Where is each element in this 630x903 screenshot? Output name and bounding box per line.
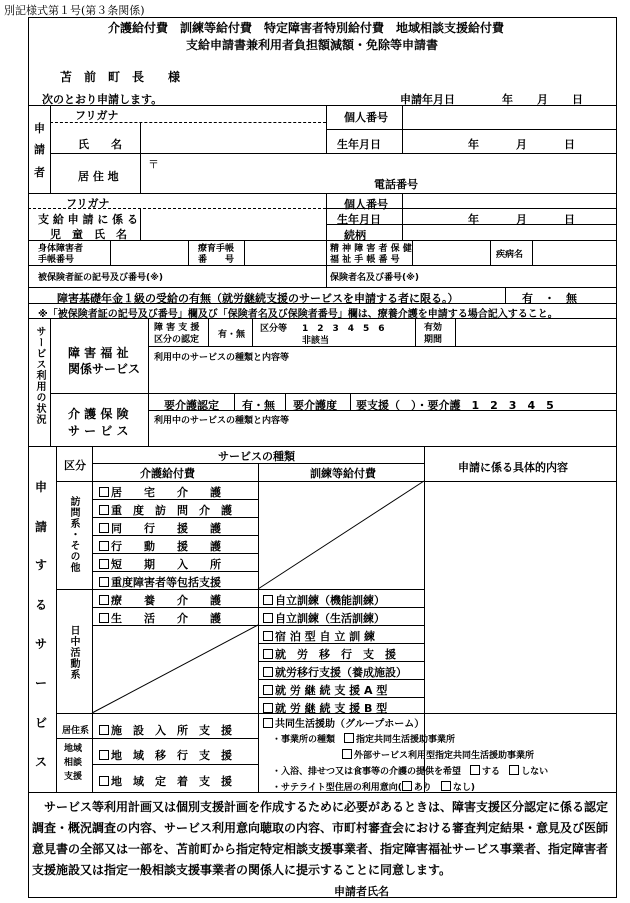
applicant-individual-number-label: 個人番号	[344, 111, 388, 124]
addressee: 苫 前 町 長 様	[60, 70, 181, 84]
grade-options[interactable]: 1 2 3 4 5 6	[302, 324, 385, 334]
day-care-item-1[interactable]: 療 養 介 護	[99, 592, 221, 608]
visit-item-1[interactable]: 居 宅 介 護	[99, 484, 221, 500]
application-date-label: 申請年月日	[400, 93, 455, 106]
child-birth-month: 月	[516, 213, 527, 226]
facility-opt1-checkbox[interactable]	[344, 733, 354, 743]
care-levels[interactable]: 要支援（ ）・要介護 1 2 3 4 5	[356, 399, 554, 412]
day-care-item-2[interactable]: 生 活 介 護	[99, 610, 221, 626]
classification-yes-no[interactable]: 有・無	[218, 330, 246, 340]
welfare-in-use: 利用中のサービスの種類と内容等	[154, 353, 290, 363]
insurer-label: 保険者名及び番号(※)	[330, 273, 419, 283]
satellite-yes-checkbox[interactable]	[402, 781, 412, 791]
day-training-item-2[interactable]: 自立訓練（生活訓練）	[263, 610, 385, 626]
applicant-section-label-2: 請	[34, 143, 45, 156]
welfare-label-1: 障 害 福 祉	[68, 346, 129, 360]
valid-period-label-2: 期間	[424, 335, 443, 345]
child-birth-year: 年	[468, 213, 479, 226]
child-name-label-line2: 児 童 氏 名	[50, 228, 127, 241]
grade-label: 区分等	[260, 324, 288, 334]
bath-line: ・入浴、排せつ又は食事等の介護の提供を希望 する しない	[272, 767, 549, 777]
classification-label-1: 障 害 支 援	[154, 323, 200, 333]
day-group-label: 日中活動系	[68, 625, 79, 680]
residence-group-label: 居住系	[62, 726, 90, 736]
form-number: 別記様式第１号(第３条関係)	[4, 4, 145, 17]
day-training-item-7[interactable]: 就 労 継 続 支 援 B 型	[263, 700, 387, 716]
bath-no-checkbox[interactable]	[509, 765, 519, 775]
care-insurance-label-2: サ ー ビ ス	[68, 424, 129, 438]
care-degree-label: 要介護度	[293, 399, 337, 412]
bath-yes-checkbox[interactable]	[470, 765, 480, 775]
requested-section-label-4: る	[35, 598, 48, 612]
form-title-line2: 支給申請書兼利用者負担額減額・免除等申請書	[186, 38, 439, 52]
training-benefit-header: 訓練等給付費	[310, 467, 376, 480]
day-training-item-1[interactable]: 自立訓練（機能訓練）	[263, 592, 385, 608]
child-furigana-label: フリガナ	[66, 197, 110, 210]
day-training-item-5[interactable]: 就労移行支援（養成施設）	[263, 664, 407, 680]
requested-section-label-8: ス	[35, 755, 48, 769]
requested-section-label-2: 請	[35, 520, 48, 534]
community-group-label-3: 支援	[64, 772, 83, 782]
applicant-section-label-1: 申	[34, 122, 45, 135]
visit-item-6[interactable]: 重度障害者等包括支援	[99, 574, 221, 590]
disease-label: 疾病名	[496, 250, 524, 260]
care-cert-label: 要介護認定	[164, 399, 219, 412]
day-training-item-3[interactable]: 宿 泊 型 自 立 訓 練	[263, 628, 375, 644]
mental-handbook-label-2: 福 祉 手 帳 番 号	[330, 255, 400, 265]
applicant-section-label-3: 者	[34, 166, 45, 179]
child-birthdate-label: 生年月日	[337, 213, 381, 226]
category-header: 区分	[64, 459, 86, 472]
group-home-item[interactable]: 共同生活援助（グループホーム）	[263, 715, 424, 730]
postal-mark: 〒	[148, 158, 159, 171]
satellite-no-checkbox[interactable]	[441, 781, 451, 791]
valid-period-label-1: 有効	[424, 323, 443, 333]
requested-section-label-3: す	[35, 558, 48, 572]
community-group-label-2: 相談	[64, 758, 83, 768]
community-item-2[interactable]: 地 域 定 着 支 援	[99, 773, 232, 789]
requested-section-label-6: ー	[35, 676, 48, 690]
application-date-year: 年	[502, 93, 513, 106]
pension-options: 有 ・ 無	[522, 292, 577, 305]
application-date-day: 日	[572, 93, 583, 106]
consent-line3: 意見書の全部又は一部を、苫前町から指定特定相談支援事業者、指定障害福祉サービス事業者、指定障害者	[32, 842, 609, 856]
applicant-name-label: 氏 名	[78, 138, 122, 151]
note-text: ※「被保険者証の記号及び番号」欄及び「保険者名及び保険者番号」欄は、療養介護を申請する場合記入すること。	[38, 309, 558, 320]
pension-text: 障害基礎年金１級の受給の有無（就労継続支援のサービスを申請する者に限る。）	[57, 292, 459, 305]
child-name-label-line1: 支 給 申 請 に 係 る	[38, 213, 138, 226]
community-group-label-1: 地域	[64, 744, 83, 754]
visit-group-label: 訪問系・その他	[68, 496, 79, 573]
consent-line4: 支援施設又は指定一般相談支援事業者の関係人に提示することに同意します。	[32, 863, 452, 877]
signature-label: 申請者氏名	[334, 885, 389, 898]
requested-section-label-1: 申	[35, 480, 48, 494]
requested-section-label-7: ビ	[35, 716, 48, 730]
community-item-1[interactable]: 地 域 移 行 支 援	[99, 747, 232, 763]
application-date-month: 月	[537, 93, 548, 106]
consent-line1: サービス等利用計画又は個別支援計画を作成するために必要があるときは、障害支援区分認定に係る認定	[44, 800, 609, 814]
care-yes-no[interactable]: 有・無	[242, 399, 275, 412]
applicant-address-label: 居 住 地	[78, 170, 119, 183]
insured-card-label: 被保険者証の記号及び番号(※)	[38, 273, 163, 283]
rehab-handbook-label-2: 番 号	[198, 255, 235, 265]
care-insurance-label-1: 介 護 保 険	[68, 407, 129, 421]
child-relationship-label: 続柄	[344, 229, 366, 242]
physical-handbook-label-2: 手帳番号	[38, 255, 75, 265]
applicant-birth-month: 月	[516, 138, 527, 151]
welfare-label-2: 関係サービス	[68, 362, 141, 376]
physical-handbook-label-1: 身体障害者	[38, 244, 84, 254]
requested-section-label-5: サ	[35, 637, 48, 651]
visit-item-3[interactable]: 同 行 援 護	[99, 520, 221, 536]
applicant-birth-day: 日	[564, 138, 575, 151]
child-individual-number-label: 個人番号	[344, 198, 388, 211]
applicant-birthdate-label: 生年月日	[337, 138, 381, 151]
residence-care-item[interactable]: 施 設 入 所 支 援	[99, 722, 232, 738]
visit-item-5[interactable]: 短 期 入 所	[99, 556, 221, 572]
rehab-handbook-label-1: 療育手帳	[198, 244, 235, 254]
visit-item-4[interactable]: 行 動 援 護	[99, 538, 221, 554]
classification-label-2: 区分の認定	[154, 335, 200, 345]
child-birth-day: 日	[564, 213, 575, 226]
not-applicable[interactable]: 非該当	[302, 336, 330, 346]
service-types-header: サービスの種類	[218, 450, 295, 463]
day-training-item-4[interactable]: 就 労 移 行 支 援	[263, 646, 396, 662]
applicant-phone-label: 電話番号	[374, 178, 418, 191]
consent-line2: 調査・概況調査の内容、サービス利用意向聴取の内容、市町村審査会における審査判定結果・意見及び医師	[32, 821, 609, 835]
form-title-line1: 介護給付費 訓練等給付費 特定障害者特別給付費 地域相談支援給付費	[108, 21, 505, 35]
care-in-use: 利用中のサービスの種類と内容等	[154, 416, 290, 426]
intro-text: 次のとおり申請します。	[42, 93, 163, 106]
mental-handbook-label-1: 精 神 障 害 者 保 健	[330, 244, 412, 254]
visit-item-2[interactable]: 重 度 訪 問 介 護	[99, 502, 232, 518]
facility-opt2-line[interactable]: 外部サービス利用型指定共同生活援助事業所	[342, 748, 534, 761]
usage-section-label: サービス利用の状況	[34, 326, 45, 425]
applicant-furigana-label: フリガナ	[75, 109, 119, 122]
specific-content-header: 申請に係る具体的内容	[458, 461, 568, 474]
applicant-birth-year: 年	[468, 138, 479, 151]
day-training-item-6[interactable]: 就 労 継 続 支 援 A 型	[263, 682, 387, 698]
facility-type-line: ・事業所の種類 指定共同生活援助事業所	[272, 735, 456, 745]
care-benefit-header: 介護給付費	[140, 467, 195, 480]
satellite-line: ・サテライト型住居の利用意向( あり なし)	[272, 783, 476, 793]
